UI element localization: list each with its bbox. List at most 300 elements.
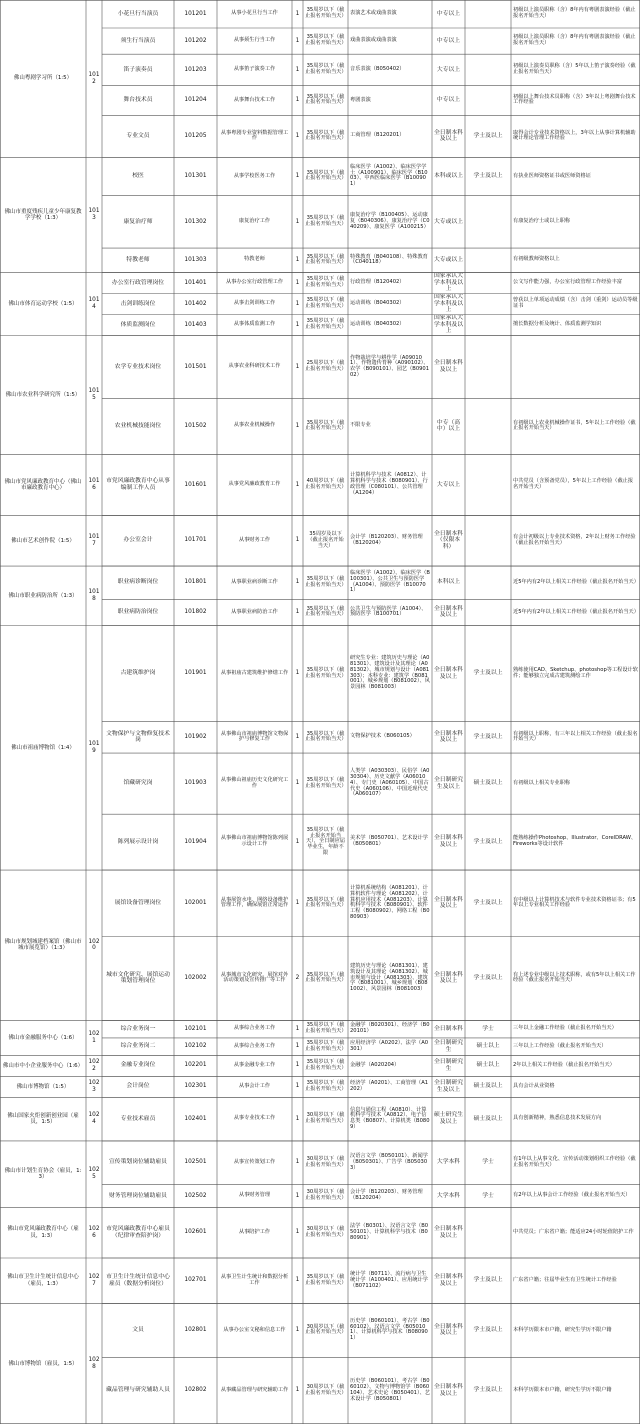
cell-other: 有初级以上农业机械操作证书，5年以上工作经验（截止报名开始当天） <box>513 419 636 432</box>
cell-age: 35周岁以下（截止报名开始当天） <box>305 971 347 984</box>
cell-edu: 全日制本科及以上 <box>434 835 463 849</box>
cell-pos: 展馆设备管理岗位 <box>114 899 162 906</box>
cell-age: 30周岁以下（截止报名开始当天） <box>305 1112 347 1125</box>
cell-duty: 从事学校医务工作 <box>233 172 276 179</box>
cell-major: 文物保护技术（B060105） <box>350 733 415 740</box>
cell-edu: 全日制本科及以上 <box>434 1323 463 1337</box>
cell-num: 1 <box>295 481 300 488</box>
cell-duty: 从事陪护工作 <box>238 1228 271 1235</box>
cell-pcode: 102701 <box>184 1277 207 1284</box>
unit-code: 1023 <box>88 1080 100 1093</box>
cell-pcode: 101502 <box>184 423 207 429</box>
cell-edu: 全日制本科及以上 <box>434 605 463 619</box>
cell-other: 有初级以上职称，有三年以上相关工作经验（截止报名开始当天） <box>513 730 638 743</box>
cell-duty: 从事城市文化研究、展馆对外活动策划及宣传推广等工作 <box>220 971 289 984</box>
cell-duty: 从事职业病防治工作 <box>231 608 278 615</box>
cell-deg: 学士及以上 <box>473 975 503 982</box>
cell-major: 计算机科学与技术（A0812）、计算机科学与技术（B080901）、行政管理（C080101）、公共管理（A1204） <box>350 472 428 496</box>
cell-age: 35周岁以下（截止报名开始当天） <box>305 419 347 432</box>
cell-pcode: 101401 <box>184 279 207 286</box>
cell-other: 有初级以上相关专业职称 <box>513 779 571 786</box>
cell-deg: 学士 <box>482 1192 494 1199</box>
cell-pcode: 101302 <box>184 218 207 225</box>
cell-num: 1 <box>295 423 300 429</box>
cell-other: 近5年内有2年以上相关工作经验（截止报名开始当天） <box>513 578 639 585</box>
cell-pcode: 102002 <box>184 975 207 982</box>
cell-duty: 从事金融专业工作 <box>233 1061 276 1068</box>
cell-other: 有中级以上计算机技术与软件专业技术资格证书；有5年以上专业相关工作经验 <box>513 896 636 909</box>
cell-edu: 全日制本科及以上 <box>434 129 463 143</box>
cell-num: 1 <box>295 363 300 370</box>
cell-edu: 大专以上 <box>436 66 461 73</box>
cell-pos: 财务管理岗位辅助雇员 <box>109 1192 167 1199</box>
cell-num: 1 <box>295 1062 300 1069</box>
unit-name: 佛山市博物馆（雇员，1:5） <box>8 1360 78 1367</box>
cell-other: 初级以上演员职称（含）8年内有粤剧表演经验（截止报名开始当天） <box>513 34 636 47</box>
unit-code: 1012 <box>88 71 100 85</box>
cell-pos: 市党风廉政教育中心雇员（纪律审查陪护岗） <box>106 1225 170 1239</box>
cell-other: 三年以上工作经验（截止报名开始当天） <box>513 1042 607 1049</box>
cell-other: 中共党员；广东省户籍；能适应24小时轮值陪护工作 <box>513 1228 634 1235</box>
unit-code: 1015 <box>88 388 100 401</box>
cell-num: 1 <box>295 218 300 225</box>
cell-other <box>511 336 640 399</box>
cell-num: 1 <box>295 734 300 741</box>
cell-duty: 从事佛山市祖庙博物馆陈列展示设计工作 <box>220 835 289 848</box>
cell-major: 运动训练（B040302） <box>350 321 405 328</box>
cell-num: 1 <box>295 1043 300 1050</box>
cell-pcode: 101904 <box>184 838 207 845</box>
cell-deg <box>465 248 511 273</box>
cell-num: 1 <box>295 1327 300 1334</box>
cell-deg <box>465 28 511 54</box>
cell-pos: 专业技术雇员 <box>120 1115 156 1122</box>
unit-code: 1024 <box>88 1112 100 1126</box>
cell-other: 2年以上相关工作经验（截止报名开始当天） <box>513 1061 615 1068</box>
cell-pcode: 101202 <box>184 37 207 44</box>
cell-edu: 大学本科 <box>436 1192 461 1199</box>
cell-duty: 从事综合业务工作 <box>233 1025 276 1032</box>
cell-pos: 市党风廉政教育中心从事编制工作人员 <box>106 478 170 491</box>
cell-duty: 从事宣传策划工作 <box>233 1158 276 1165</box>
cell-edu: 全日制研究生 <box>434 1059 463 1072</box>
cell-duty: 从事办公室文秘和信息工作 <box>223 1326 286 1333</box>
cell-major: 运动训练（B040302） <box>350 300 405 307</box>
cell-other: 三年以上金融工作经验（截止报名开始当天） <box>513 1025 617 1032</box>
cell-major: 金融学（B020301）、经济学（B020101） <box>350 1022 430 1035</box>
cell-duty: 从事办公室行政管理工作 <box>225 279 284 286</box>
cell-deg: 学士及以上 <box>473 1327 503 1334</box>
cell-num: 1 <box>295 257 300 264</box>
cell-age: 35周岁及以下（截止报名开始当天） <box>307 531 344 549</box>
cell-pcode: 101901 <box>184 670 207 677</box>
cell-major: 建筑历史与理论（A081301）、建筑设计及其理论（A081302）、城市规划与设计（A081303）、建筑学（B081001）、城乡规划（B081002）、风景园林（B081003） <box>350 963 428 993</box>
cell-deg <box>465 336 511 399</box>
cell-num: 1 <box>295 97 300 104</box>
cell-pcode: 101501 <box>184 363 207 370</box>
cell-pos: 市卫生计生统计信息中心雇员（数据分析岗位） <box>106 1274 170 1287</box>
cell-deg: 硕士以上 <box>476 1043 500 1050</box>
cell-duty: 从事卫生计生统计和数据分析工作 <box>220 1273 289 1286</box>
cell-deg <box>465 1207 511 1258</box>
cell-age: 35周岁以下（截止报名开始当天） <box>305 1039 347 1052</box>
cell-age: 35周岁以下（截止报名开始当天） <box>305 1080 347 1092</box>
cell-major: 信息与通信工程（A0810）、计算机科学与技术（A0812）、电子信息类（B0807）、计算机类（B0809） <box>350 1106 430 1130</box>
cell-age: 35周岁以下（截止报名开始当天） <box>305 215 347 227</box>
cell-edu: 全日制本科及以上 <box>434 1274 463 1287</box>
cell-pos: 校医 <box>132 173 144 180</box>
cell-deg <box>465 315 511 336</box>
cell-other: 初级以上舞台技术员职称（含）3年以上粤剧舞台技术工作经验 <box>513 93 636 106</box>
cell-num: 1 <box>295 279 300 286</box>
cell-age: 35周岁以下（截止报名开始当天） <box>305 318 347 330</box>
cell-major: 临床医学（A1002）、临床医学学士（A100901）、临床医学（B1003）、中西医临床医学（B100901） <box>350 164 428 188</box>
cell-num: 1 <box>295 670 300 677</box>
cell-other: 公文写作能力强，办公室行政管理工作经验丰富 <box>513 279 622 286</box>
cell-deg: 学士及以上 <box>473 734 503 741</box>
cell-pos: 专业文员 <box>126 132 150 139</box>
unit-code: 1027 <box>88 1274 100 1287</box>
cell-major: 历史学（B060101）、考古学（B060102）、文物与博物馆学（B060104）、艺术史论（B050401）、艺术设计学（B050801） <box>350 1378 430 1402</box>
cell-pcode: 101205 <box>184 132 207 139</box>
cell-age: 35周岁以下（截止报名开始当天） <box>305 605 347 618</box>
cell-edu: 本科或以上 <box>434 173 463 180</box>
cell-deg: 学士及以上 <box>473 1387 503 1394</box>
cell-major: 经济学（A0201）、工商管理（A1202） <box>350 1080 429 1092</box>
cell-num: 1 <box>295 132 300 139</box>
cell-duty: 从事农业科研技术工作 <box>228 363 281 370</box>
cell-other: 擅长数据分析及统计、体质监测学知识 <box>513 321 602 328</box>
cell-duty: 从事藏品管理与研究辅助工作 <box>220 1386 289 1393</box>
cell-pcode: 101903 <box>184 780 207 787</box>
cell-other: 本科学历限本市户籍，研究生学历不限户籍 <box>513 1386 612 1393</box>
cell-num: 1 <box>295 537 300 544</box>
cell-num: 1 <box>295 780 300 787</box>
cell-edu: 全日制本科及以上 <box>434 666 463 680</box>
cell-edu: 国家承认大学本科及以上 <box>434 273 463 293</box>
cell-num: 1 <box>295 1159 300 1166</box>
unit-name: 佛山国家火炬创新创业园（雇员，1:5） <box>7 1112 79 1126</box>
cell-num: 1 <box>295 1025 300 1032</box>
cell-pcode: 102101 <box>184 1025 207 1032</box>
cell-age: 35周岁以下（截止报名开始当天） <box>305 730 347 743</box>
cell-age: 30周岁以下（截止报名开始当天） <box>305 1189 347 1201</box>
cell-num: 1 <box>295 300 300 307</box>
cell-num: 1 <box>295 1277 300 1284</box>
cell-pcode: 102102 <box>184 1043 207 1050</box>
cell-pcode: 101902 <box>184 734 207 741</box>
cell-major: 行政管理（B120402） <box>350 279 405 286</box>
unit-name: 佛山市农业科学研究所（1:5） <box>5 391 81 398</box>
cell-edu: 全日制本科（仅限本科） <box>434 530 463 551</box>
cell-pcode: 102401 <box>184 1115 207 1122</box>
cell-deg: 学士 <box>482 1159 494 1166</box>
cell-age: 35周岁以下（截止报名开始当天） <box>305 896 347 909</box>
unit-code: 1018 <box>88 589 100 602</box>
unit-code: 1021 <box>88 1031 100 1044</box>
cell-other: 有1年以上从事文化、宣传活动策划组织工作经验（截止报名开始当天） <box>513 1156 636 1168</box>
cell-duty: 从事舞台技术工作 <box>233 96 276 103</box>
cell-age: 35周岁以下（截止报名开始当天） <box>305 1059 347 1071</box>
cell-edu: 全日制研究生及以上 <box>434 776 463 790</box>
cell-pos: 笛子演奏员 <box>123 66 153 73</box>
cell-pos: 办公室会计 <box>123 537 153 544</box>
cell-deg: 学士及以上 <box>473 670 503 677</box>
cell-duty: 从事职业病诊断工作 <box>231 578 278 585</box>
cell-pcode: 101601 <box>184 481 207 488</box>
cell-major: 法学（B0301）、汉语言文学（B050101）、计算机科学与技术（B080901） <box>350 1223 429 1241</box>
cell-major: 汉语言文学（B050101）、新闻学（B050301）、广告学（B050303） <box>350 1153 428 1171</box>
cell-num: 1 <box>295 899 300 906</box>
cell-edu: 中专以上 <box>436 37 461 44</box>
cell-pos: 职业病诊断岗位 <box>117 579 159 586</box>
cell-pos: 特教老师 <box>126 257 150 264</box>
cell-other: 初级以上演员职称（含）8年内有粤剧表演经验（截止报名开始当天） <box>513 7 636 19</box>
cell-age: 25周岁以下（截止报名开始当天） <box>305 360 347 372</box>
cell-deg: 学士及以上 <box>473 838 503 845</box>
cell-duty: 从事小花旦行当工作 <box>231 10 278 17</box>
unit-code: 1016 <box>88 478 100 491</box>
cell-pos: 农业机械技能岗位 <box>114 423 162 429</box>
cell-pcode: 101402 <box>184 300 207 307</box>
unit-name: 佛山市党风廉政教育中心（佛山市廉政教育中心） <box>4 478 82 491</box>
cell-age: 30周岁以下（截止报名开始当天） <box>305 1156 347 1168</box>
cell-pcode: 101204 <box>184 97 207 104</box>
unit-name: 佛山市党风廉政教育中心（雇员，1:3） <box>7 1226 79 1239</box>
cell-other: 取得会计专业技术资格以上，3年以上从事计算机辅助统计理论管理工作经验 <box>513 129 636 142</box>
cell-pos: 综合业务岗二 <box>120 1043 156 1050</box>
unit-name: 佛山市中小企业服务中心（1:6） <box>2 1062 84 1069</box>
cell-deg <box>465 273 511 294</box>
unit-name: 佛山市体育运动学校（1:5） <box>8 300 78 307</box>
cell-age: 30周岁以下（截止报名开始当天） <box>305 1225 347 1238</box>
cell-num: 1 <box>295 838 300 845</box>
cell-age: 35周岁以下（截止报名开始当天） <box>305 575 347 588</box>
cell-pos: 文物保护与文物修复技术岗 <box>106 730 170 744</box>
cell-edu: 大专以上 <box>436 481 461 488</box>
cell-age: 30周岁以下（截止报名开始当天） <box>305 1384 347 1396</box>
cell-other: 初级以上演奏员职称（含）5年以上笛子演奏经验（截止报名开始当天） <box>513 63 636 75</box>
cell-edu: 大专或以上 <box>434 257 463 264</box>
unit-name: 佛山市艺术创作院（1:5） <box>11 537 75 544</box>
cell-major: 表演艺术或戏曲表演 <box>350 10 397 17</box>
cell-age: 40周岁以下（截止报名开始当天） <box>305 478 347 490</box>
cell-age: 35周岁以下（截止报名开始当天） <box>305 1273 347 1286</box>
cell-duty: 从事党风廉政教育工作 <box>228 480 281 487</box>
cell-deg: 学士 <box>482 1025 494 1032</box>
cell-major: 特殊教育（B040108）、特殊教育（C040118） <box>350 253 428 266</box>
cell-deg: 硕士及以上 <box>473 1083 503 1090</box>
cell-pcode: 101701 <box>184 537 207 544</box>
cell-edu: 全日制本科 <box>434 1025 463 1032</box>
cell-pos: 宣传策划岗位辅助雇员 <box>109 1159 167 1166</box>
cell-num: 1 <box>295 66 300 73</box>
cell-deg <box>465 54 511 85</box>
cell-major: 戏曲表演或戏曲表演 <box>350 37 397 44</box>
cell-other: 广东省户籍；往届毕业生有卫生统计工作经验 <box>513 1276 617 1283</box>
cell-pcode: 101801 <box>184 579 207 586</box>
cell-age: 35周岁以下（截止报名开始当天） <box>305 34 347 47</box>
cell-deg: 硕士及以上 <box>473 780 503 787</box>
cell-major: 粤剧表演 <box>350 96 371 103</box>
cell-pos: 职业病防治岗位 <box>117 609 159 616</box>
cell-pcode: 101403 <box>184 321 207 328</box>
cell-age: 35周岁以下（截止报名开始当天） <box>305 169 347 182</box>
cell-num: 1 <box>295 1083 300 1090</box>
cell-num: 1 <box>295 579 300 586</box>
cell-pos: 击剑训练岗位 <box>120 300 156 307</box>
cell-deg <box>465 294 511 315</box>
cell-age: 35周岁以下（截止报名开始当天） <box>305 129 347 142</box>
cell-pos: 康复治疗师 <box>123 218 153 225</box>
cell-num: 1 <box>295 173 300 180</box>
cell-major: 会计学（B120203）、财务管理（B120204） <box>350 1189 423 1201</box>
cell-deg <box>465 86 511 116</box>
cell-edu: 全日制本科及以上 <box>434 1384 463 1397</box>
cell-major: 研究生专业：建筑历史与理论（A081301）、建筑设计及其理论（A081302）、城市规划与设计（A081303）；本科专业：建筑学（B081001）、城乡规划（B081002）、风景园林（B081003） <box>350 655 430 690</box>
cell-num: 1 <box>295 10 300 17</box>
cell-num: 1 <box>295 609 300 616</box>
cell-age: 35周岁以下（截止报名开始当天） <box>305 93 347 106</box>
unit-name: 佛山市职业病防治所（1:3） <box>8 592 78 599</box>
cell-duty: 从事财务工作 <box>238 536 271 543</box>
cell-duty: 从事展馆水电、网络设备维护管理工作，确保展馆正常运作 <box>220 896 289 909</box>
unit-name: 佛山市计划生育协会（雇员，1:3） <box>4 1167 82 1181</box>
cell-other: 有会计初级以上专业技术资格，2年以上财务工作经验（截止报名开始当天） <box>513 534 636 546</box>
cell-pos: 舞台技术员 <box>123 97 153 104</box>
cell-other: 熟练使用CAD、Sketchup、photoshop等工程设计软件；能够独立完成古建筑测绘工作 <box>513 666 638 679</box>
cell-num: 1 <box>295 1387 300 1394</box>
cell-other: 有执业医师资格证书或医师资格证 <box>513 172 591 179</box>
unit-name: 佛山市金融服务中心（1:6） <box>8 1034 78 1041</box>
cell-deg <box>465 599 511 625</box>
cell-duty: 从事综合业务工作 <box>233 1042 276 1049</box>
cell-pos: 小花旦行当演员 <box>117 10 159 17</box>
cell-duty: 从事击剑训练工作 <box>233 300 276 307</box>
cell-duty: 从事体质监测工作 <box>233 321 276 328</box>
cell-edu: 全日制本科及以上 <box>434 971 463 985</box>
cell-duty: 从事佛山市祖庙博物馆文物保护与修复工作 <box>220 730 289 743</box>
cell-pcode: 102201 <box>184 1062 207 1069</box>
cell-edu: 国家承认大学本科及以上 <box>434 315 463 335</box>
cell-pcode: 102502 <box>184 1192 207 1199</box>
cell-deg <box>465 454 511 515</box>
cell-major: 统计学（B0711）、流行病与卫生统计学（A100401）、应用统计学（B071102） <box>350 1271 428 1289</box>
cell-edu: 硕士研究生及以上 <box>434 1112 463 1126</box>
cell-pcode: 101201 <box>184 10 207 17</box>
cell-deg: 学士及以上 <box>473 173 503 180</box>
cell-pos: 综合业务岗一 <box>120 1025 156 1032</box>
unit-code: 1020 <box>88 938 100 952</box>
cell-major: 应用经济学（A0202）、法学（A0301） <box>350 1039 429 1052</box>
cell-num: 1 <box>295 1115 300 1122</box>
cell-edu: 中专以上 <box>436 97 461 104</box>
cell-pcode: 101203 <box>184 66 207 73</box>
cell-major: 康复治疗学（B100405）、运动康复（B040306）、康复治疗学（C040209）、康复医学（A100215） <box>350 212 430 230</box>
cell-num: 2 <box>295 975 300 982</box>
cell-pcode: 102501 <box>184 1159 207 1166</box>
cell-edu: 中专以上 <box>436 10 461 17</box>
cell-major: 工商管理（B120201） <box>350 132 405 139</box>
cell-major: 金融学（A020204） <box>350 1061 400 1068</box>
unit-code: 1014 <box>88 297 100 311</box>
cell-deg <box>465 196 511 248</box>
cell-other: 曾获以上单项运动成绩（含）击剑（重剑）运动员等级证书 <box>513 297 638 309</box>
cell-age: 30周岁以下（截止报名开始当天） <box>305 1323 347 1336</box>
cell-pcode: 101301 <box>184 173 207 180</box>
cell-pos: 办公室行政管理岗位 <box>111 279 165 286</box>
cell-other: 近5年内有2年以上相关工作经验（截止报名开始当天） <box>513 608 639 615</box>
cell-major: 作物栽培学与耕作学（A090101）、作物遗传育种（A090102）、农学（B090101）、园艺（B090102） <box>350 354 430 378</box>
unit-name: 佛山市博物馆（1:5） <box>16 1083 70 1090</box>
cell-num: 1 <box>295 321 300 328</box>
cell-edu: 大专或以上 <box>434 218 463 225</box>
unit-code: 1025 <box>88 1167 100 1181</box>
cell-duty: 从事会计工作 <box>238 1082 271 1089</box>
cell-other: 有2年以上从事会计工作经验（截止报名开始当天） <box>513 1192 631 1199</box>
cell-pos: 会计岗位 <box>126 1083 150 1090</box>
cell-edu: 大学本科 <box>436 1159 461 1166</box>
cell-num: 1 <box>295 37 300 44</box>
cell-duty: 特教老师 <box>244 256 265 263</box>
cell-duty: 从事财务管理 <box>238 1192 271 1199</box>
cell-edu: 全日制研究生及以上 <box>434 1080 463 1093</box>
unit-name: 佛山市规划城建档案馆（佛山市城市展览馆）（1:3） <box>4 938 82 952</box>
cell-age: 35周岁以下（截止报名开始当天） <box>305 666 347 679</box>
cell-duty: 从事佛山祖庙历史文化研究工作 <box>220 776 289 789</box>
unit-code: 1026 <box>88 1225 100 1239</box>
cell-edu: 中专（高中）以上 <box>436 419 461 433</box>
cell-pcode: 102601 <box>184 1229 207 1236</box>
cell-age: 35周岁以下（截止报名开始当天） <box>305 276 347 289</box>
cell-deg: 学士及以上 <box>473 132 503 139</box>
cell-pos: 须生行当演员 <box>120 37 156 44</box>
cell-pcode: 102801 <box>184 1327 207 1334</box>
unit-name: 佛山市卫生计生统计信息中心（雇员，1:3） <box>7 1274 79 1287</box>
unit-name: 佛山粤剧学习所（1:5） <box>13 75 73 82</box>
cell-edu: 全日制本科及以上 <box>434 896 463 910</box>
unit-code: 1022 <box>88 1059 100 1072</box>
cell-deg <box>465 566 511 599</box>
cell-age: 35周岁以下（截止报名开始当天） <box>305 63 347 75</box>
cell-edu: 全日制研究生 <box>434 1039 463 1053</box>
cell-pos: 体质监测岗位 <box>120 321 156 328</box>
cell-pcode: 102301 <box>184 1083 207 1090</box>
cell-major: 计算机系统结构（A081201）、计算机软件与理论（A081202）、计算机应用技术（A081203）、计算机科学与技术（B080901）、软件工程（B080902）、网络工程（B080903） <box>350 885 430 920</box>
cell-pcode: 102802 <box>184 1387 207 1394</box>
cell-num: 1 <box>295 1229 300 1236</box>
cell-deg: 学士及以上 <box>473 1277 503 1284</box>
cell-num: 1 <box>295 1192 300 1199</box>
cell-other: 能熟练操作Photoshop、Illustrator、CorelDRAW、Fireworks等设计软件 <box>513 835 637 848</box>
cell-age: 35周岁以下（截止报名开始当天） <box>305 1022 347 1035</box>
cell-deg <box>465 0 511 28</box>
cell-major: 人类学（A030303）、民俗学（A030304）、历史文献学（A060104）、专门史（A060105）、中国古代史（A060106）、中国近现代史（A060107） <box>350 768 430 798</box>
cell-deg <box>465 515 511 566</box>
cell-pos: 馆藏研究岗 <box>123 780 153 787</box>
cell-pos: 城市文化研究、展馆运动策划管理岗位 <box>106 971 170 985</box>
cell-other: 具有创新精神，熟悉信息技术发展方向 <box>513 1115 602 1122</box>
cell-edu: 本科以上 <box>436 579 461 586</box>
cell-duty: 从事祖庙古建筑维护修缮工作 <box>220 669 289 676</box>
cell-deg: 硕士及以上 <box>473 1115 503 1122</box>
cell-age: 35周岁以下（截止报名开始当天），全日制应届毕业生，年龄不限 <box>306 826 345 856</box>
cell-pos: 农学专业技术岗位 <box>114 363 162 370</box>
cell-duty: 从事农业机械操作 <box>233 422 276 429</box>
cell-edu: 国家承认大学本科及以上 <box>434 294 463 314</box>
cell-edu: 全日制本科及以上 <box>434 360 463 373</box>
cell-age: 35周岁以下（截止报名开始当天） <box>305 776 347 789</box>
